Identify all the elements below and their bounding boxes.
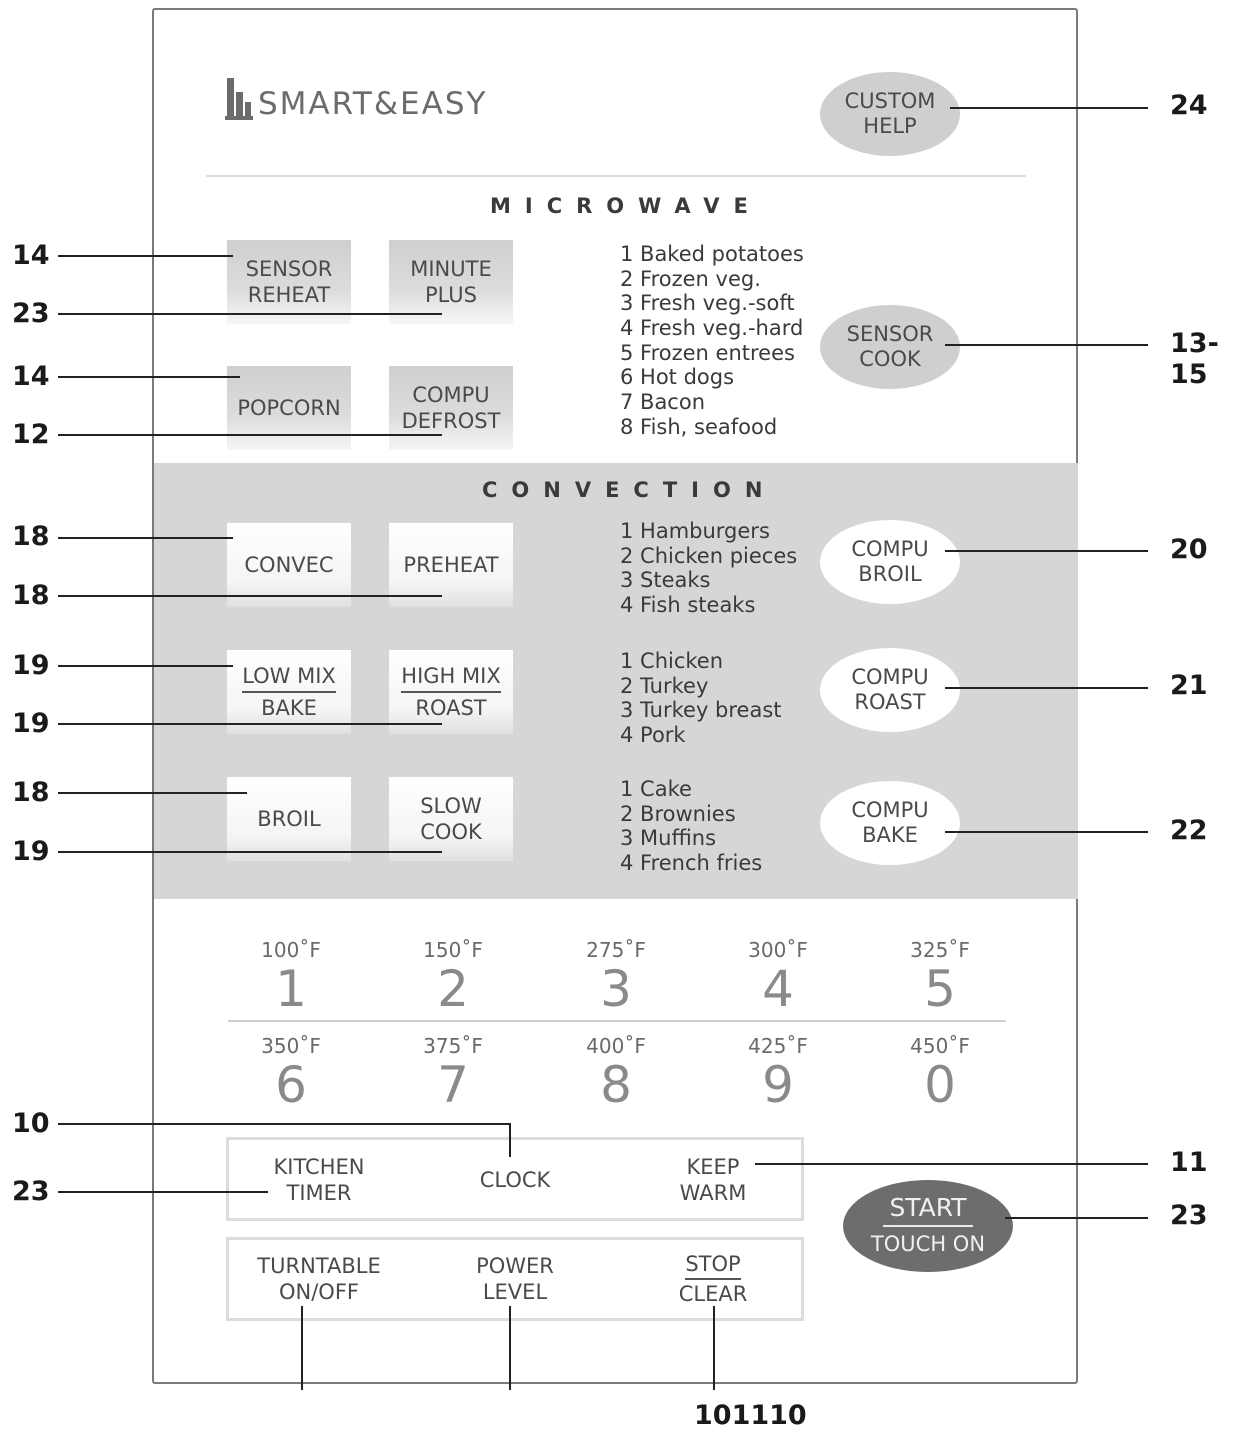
callout-bottom: 101110	[694, 1400, 807, 1431]
high-mix-label: HIGH MIX	[401, 663, 500, 693]
key-digit: 6	[275, 1056, 307, 1114]
sensor-cook-label-1: SENSOR	[846, 322, 934, 346]
keep-warm-label-2: WARM	[679, 1181, 747, 1205]
list-item: 1 Cake	[620, 777, 692, 801]
list-item: 2 Brownies	[620, 801, 736, 826]
key-digit: 5	[924, 960, 956, 1018]
list-item: 8 Fish, seafood	[620, 414, 778, 439]
callout-23: 23	[12, 298, 50, 329]
callout-19a: 19	[12, 650, 50, 681]
key-digit: 9	[762, 1056, 794, 1114]
minute-plus-label-1: MINUTE	[410, 257, 492, 281]
power-level-label-1: POWER	[476, 1254, 554, 1278]
minute-plus-label-2: PLUS	[424, 283, 478, 307]
key-temp: 325˚F	[910, 938, 970, 962]
roast-label: ROAST	[415, 696, 487, 720]
key-digit: 4	[762, 960, 794, 1018]
callout-11: 11	[1170, 1147, 1208, 1178]
convec-label: CONVEC	[244, 553, 334, 577]
callout-18b: 18	[12, 580, 50, 611]
key-digit: 7	[437, 1056, 469, 1114]
slow-cook-label-1: SLOW	[420, 794, 482, 818]
key-temp: 150˚F	[423, 938, 483, 962]
clear-label: CLEAR	[678, 1282, 748, 1306]
callout-23b: 23	[12, 1176, 50, 1207]
compu-roast-label-2: ROAST	[854, 690, 926, 714]
callout-13-15: 13-15	[1170, 328, 1219, 390]
turntable-label-1: TURNTABLE	[257, 1254, 381, 1278]
key-temp: 300˚F	[748, 938, 808, 962]
callout-20: 20	[1170, 534, 1208, 565]
key-temp: 350˚F	[261, 1034, 321, 1058]
compu-broil-label-2: BROIL	[858, 562, 922, 586]
callout-24: 24	[1170, 90, 1208, 121]
list-item: 4 Fish steaks	[620, 593, 756, 618]
key-digit: 2	[437, 960, 469, 1018]
callout-18c: 18	[12, 777, 50, 808]
list-item: 3 Turkey breast	[620, 698, 782, 723]
list-item: 1 Baked potatoes	[620, 242, 804, 266]
key-digit: 0	[924, 1056, 956, 1114]
sensor-cook-label-2: COOK	[859, 347, 921, 371]
key-temp: 400˚F	[586, 1034, 646, 1058]
list-item: 4 Fresh veg.-hard	[620, 316, 804, 341]
key-temp: 450˚F	[910, 1034, 970, 1058]
start-label: START	[883, 1193, 972, 1227]
compu-defrost-label-1: COMPU	[412, 383, 490, 407]
callout-22: 22	[1170, 815, 1208, 846]
callout-10: 10	[12, 1108, 50, 1139]
callout-23-right: 23	[1170, 1200, 1208, 1231]
low-mix-label: LOW MIX	[242, 663, 336, 693]
callout-14a: 14	[12, 240, 50, 271]
list-item: 4 French fries	[620, 851, 763, 876]
key-temp: 100˚F	[261, 938, 321, 962]
popcorn-label: POPCORN	[237, 396, 341, 420]
touch-on-label: TOUCH ON	[870, 1232, 986, 1256]
list-item: 2 Frozen veg.	[620, 266, 761, 291]
list-item: 7 Bacon	[620, 390, 706, 415]
list-item: 4 Pork	[620, 723, 686, 748]
custom-help-label-2: HELP	[863, 114, 917, 138]
broil-label: BROIL	[257, 807, 321, 831]
clock-label: CLOCK	[479, 1168, 551, 1192]
key-temp: 275˚F	[586, 938, 646, 962]
slow-cook-label-2: COOK	[420, 820, 482, 844]
callout-21: 21	[1170, 670, 1208, 701]
callout-12: 12	[12, 419, 50, 450]
sensor-reheat-label-1: SENSOR	[245, 257, 333, 281]
callout-14b: 14	[12, 361, 50, 392]
list-item: 5 Frozen entrees	[620, 340, 795, 365]
list-item: 1 Hamburgers	[620, 519, 770, 543]
key-digit: 1	[275, 960, 307, 1018]
callout-19c: 19	[12, 836, 50, 867]
list-item: 3 Muffins	[620, 826, 717, 851]
list-item: 2 Chicken pieces	[620, 543, 798, 568]
key-digit: 8	[600, 1056, 632, 1114]
key-temp: 425˚F	[748, 1034, 808, 1058]
callout-19b: 19	[12, 708, 50, 739]
leader-10	[58, 1124, 510, 1157]
compu-bake-label-2: BAKE	[862, 823, 918, 847]
power-level-label-2: LEVEL	[482, 1280, 548, 1304]
keep-warm-label-1: KEEP	[686, 1155, 740, 1179]
kitchen-timer-label-2: TIMER	[286, 1181, 352, 1205]
kitchen-timer-label-1: KITCHEN	[273, 1155, 365, 1179]
logo-text: SMART&EASY	[258, 86, 488, 122]
list-item: 1 Chicken	[620, 649, 724, 673]
list-item: 3 Steaks	[620, 568, 711, 593]
list-item: 2 Turkey	[620, 673, 709, 698]
bake-label: BAKE	[261, 696, 317, 720]
preheat-label: PREHEAT	[403, 553, 499, 577]
compu-broil-label-1: COMPU	[851, 537, 929, 561]
compu-bake-label-1: COMPU	[851, 798, 929, 822]
custom-help-label-1: CUSTOM	[844, 89, 936, 113]
convection-title: CONVECTION	[482, 478, 777, 502]
key-digit: 3	[600, 960, 632, 1018]
compu-defrost-label-2: DEFROST	[401, 409, 501, 433]
key-temp: 375˚F	[423, 1034, 483, 1058]
list-item: 6 Hot dogs	[620, 365, 735, 390]
list-item: 3 Fresh veg.-soft	[620, 291, 795, 316]
microwave-title: MICROWAVE	[490, 194, 762, 218]
compu-roast-label-1: COMPU	[851, 665, 929, 689]
sensor-reheat-label-2: REHEAT	[247, 283, 331, 307]
callout-18a: 18	[12, 521, 50, 552]
turntable-label-2: ON/OFF	[278, 1280, 359, 1304]
stop-label: STOP	[685, 1251, 740, 1280]
